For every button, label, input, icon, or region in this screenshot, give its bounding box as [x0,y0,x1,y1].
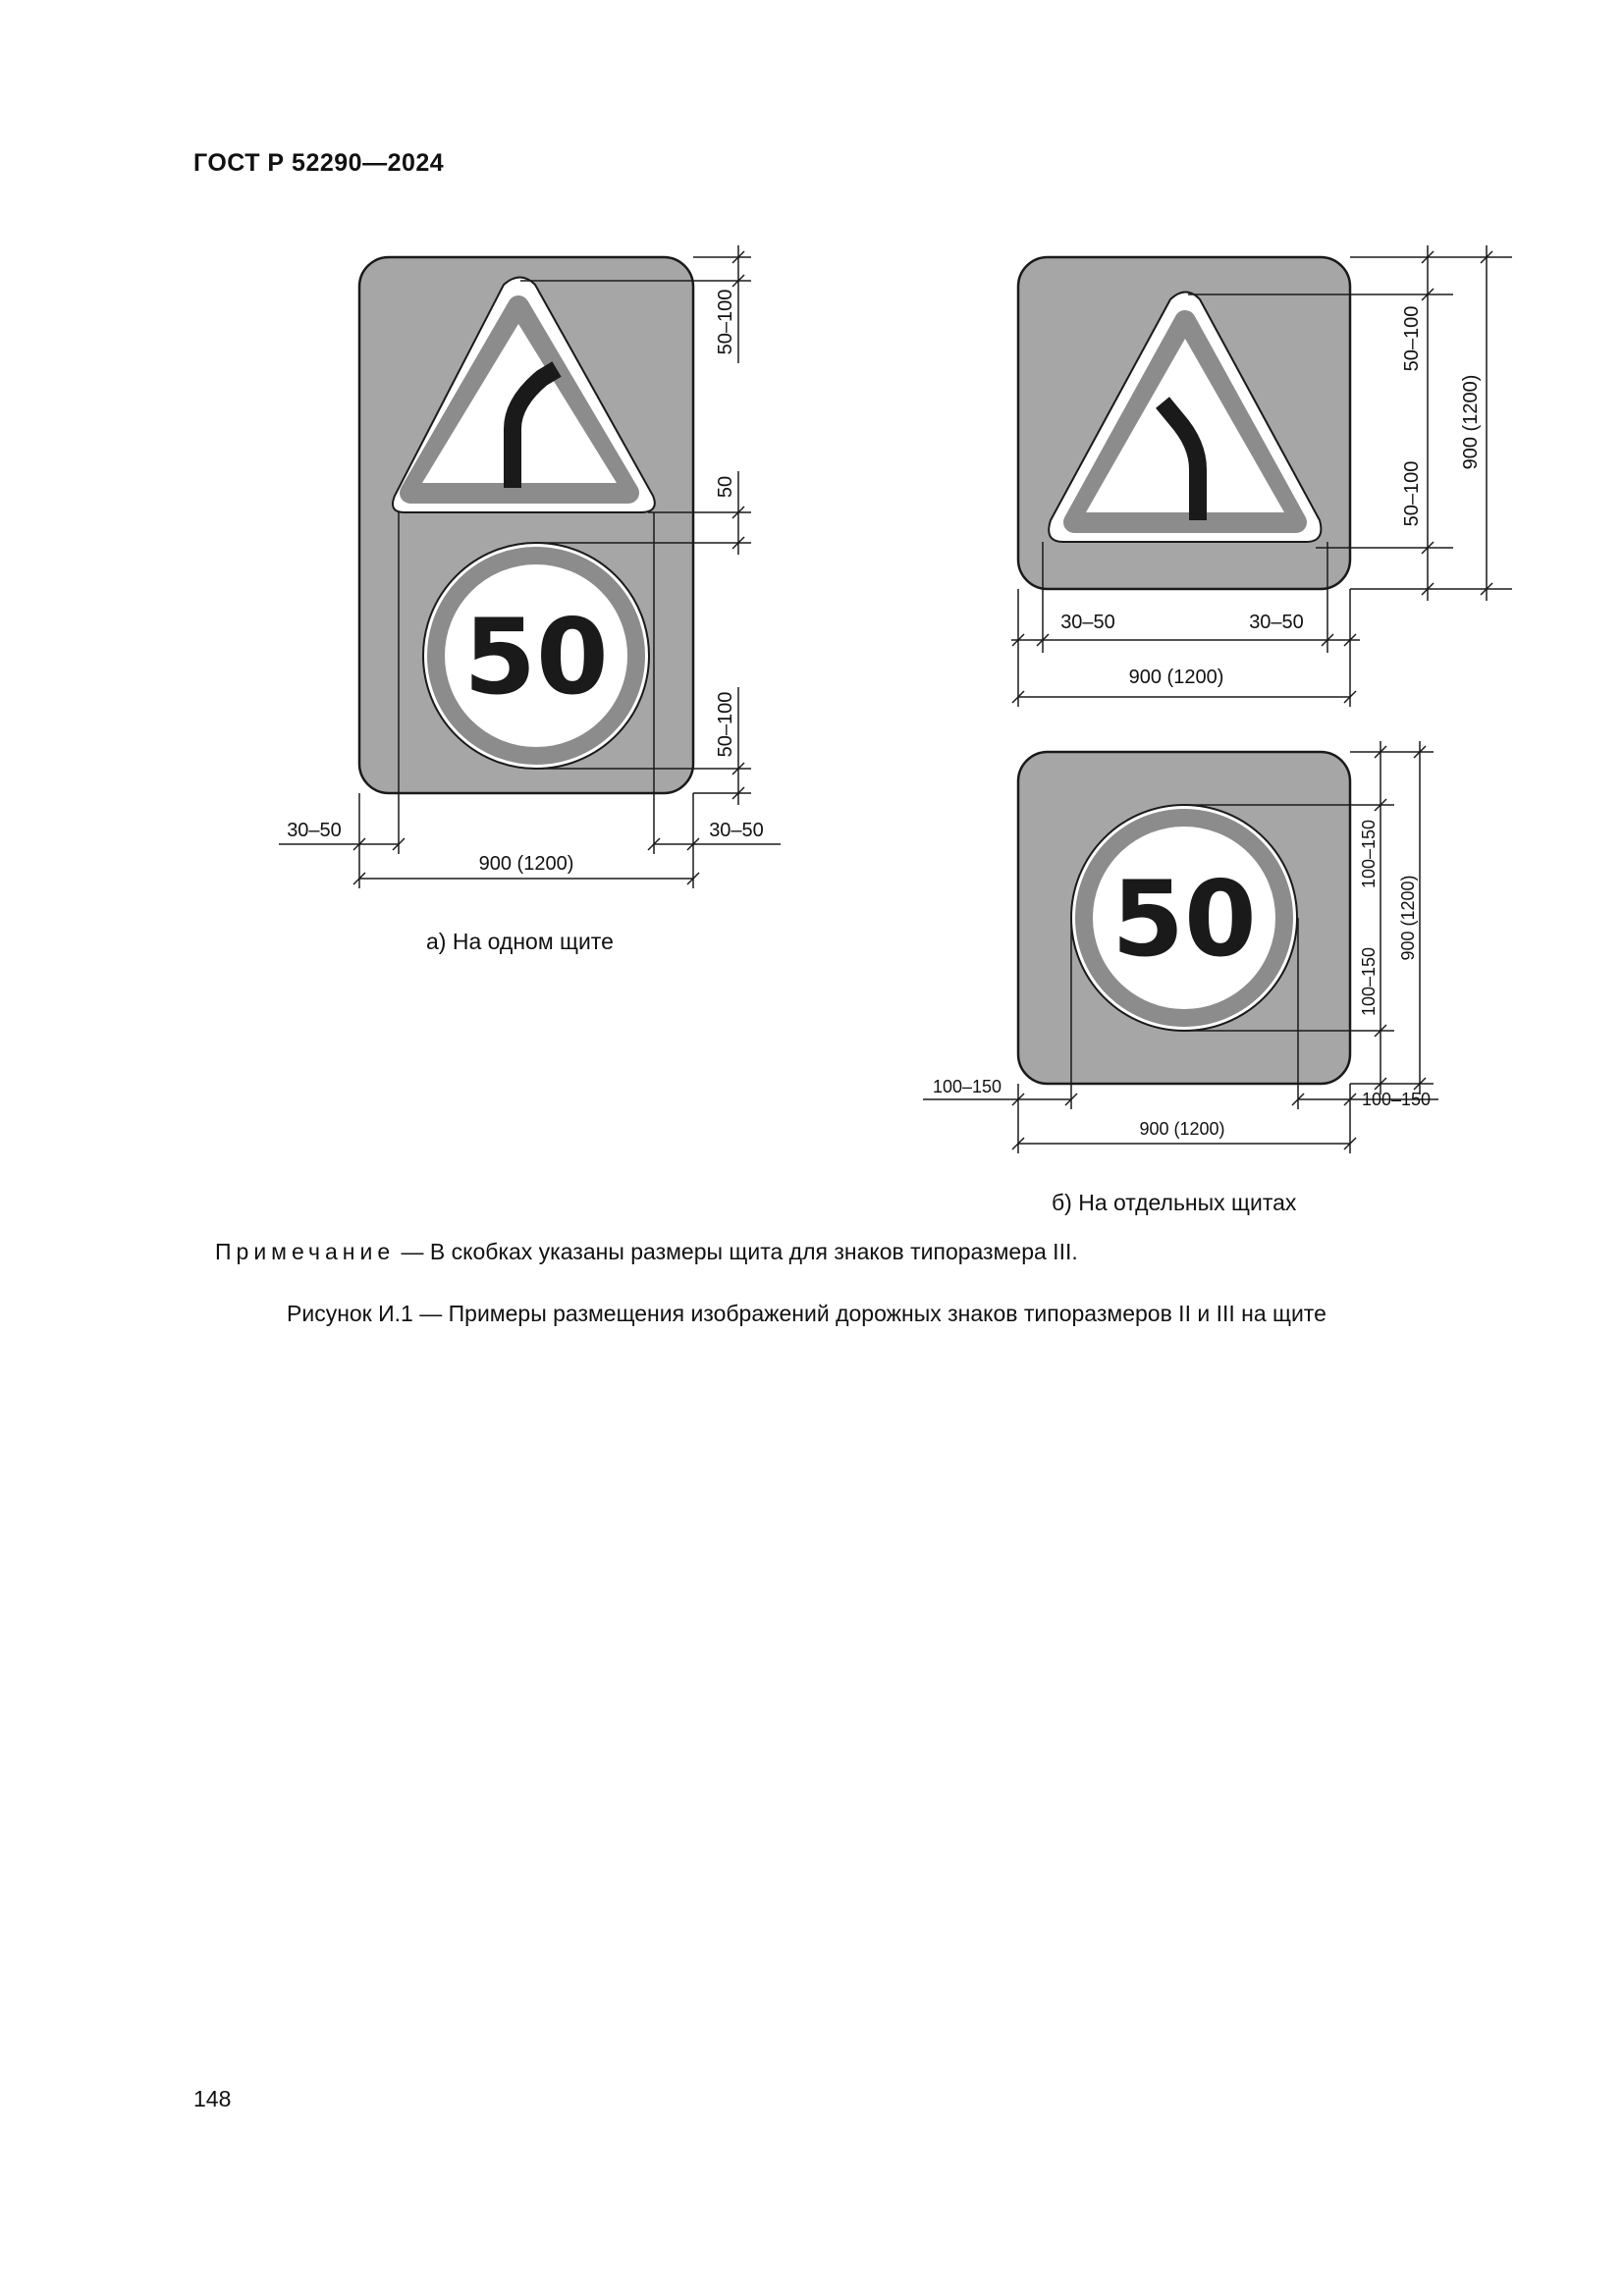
dim-a-right-margin: 30–50 [709,820,764,841]
dim-a-top-gap: 50–100 [715,289,736,355]
figure-a-panel [279,245,781,888]
figure-b-caption: б) На отдельных щитах [1052,1190,1297,1215]
dim-a-between-gap: 50 [715,475,736,499]
dim-b2-right-margin: 100–150 [1361,1090,1432,1109]
page-number: 148 [193,2086,232,2111]
dim-b2-height: 900 (1200) [1398,875,1418,961]
note-text: — В скобках указаны размеры щита для знаков типоразмера III. [395,1239,1078,1264]
dim-b2-width: 900 (1200) [1139,1119,1225,1139]
note [215,1239,1078,1265]
dim-b1-bottom-gap: 50–100 [1401,460,1423,527]
dim-b1-top-gap: 50–100 [1401,305,1423,372]
document-header: ГОСТ Р 52290—2024 [193,149,445,177]
dim-b1-height: 900 (1200) [1460,374,1482,470]
dim-a-bottom-gap: 50–100 [715,691,736,758]
dim-b2-bottom-gap: 100–150 [1359,946,1379,1017]
dim-b1-left-margin: 30–50 [1060,612,1115,633]
dim-b1-width: 900 (1200) [1128,667,1224,688]
figure-b-triangle-panel [1011,245,1512,707]
dim-b2-left-margin: 100–150 [932,1077,1002,1096]
speed-value-b: 50 [1111,859,1257,980]
speed-value-a: 50 [463,597,609,718]
figure-a-caption: а) На одном щите [426,929,614,954]
dim-b2-top-gap: 100–150 [1359,819,1379,889]
figure-caption: Рисунок И.1 — Примеры размещения изображений дорожных знаков типоразмеров II и III на щите [287,1301,1326,1326]
note-label: Примечание [215,1239,396,1264]
dim-a-width: 900 (1200) [478,853,574,875]
dim-b1-right-margin: 30–50 [1249,612,1304,633]
dim-a-left-margin: 30–50 [287,820,342,841]
figure-b-circle-panel [923,741,1438,1153]
